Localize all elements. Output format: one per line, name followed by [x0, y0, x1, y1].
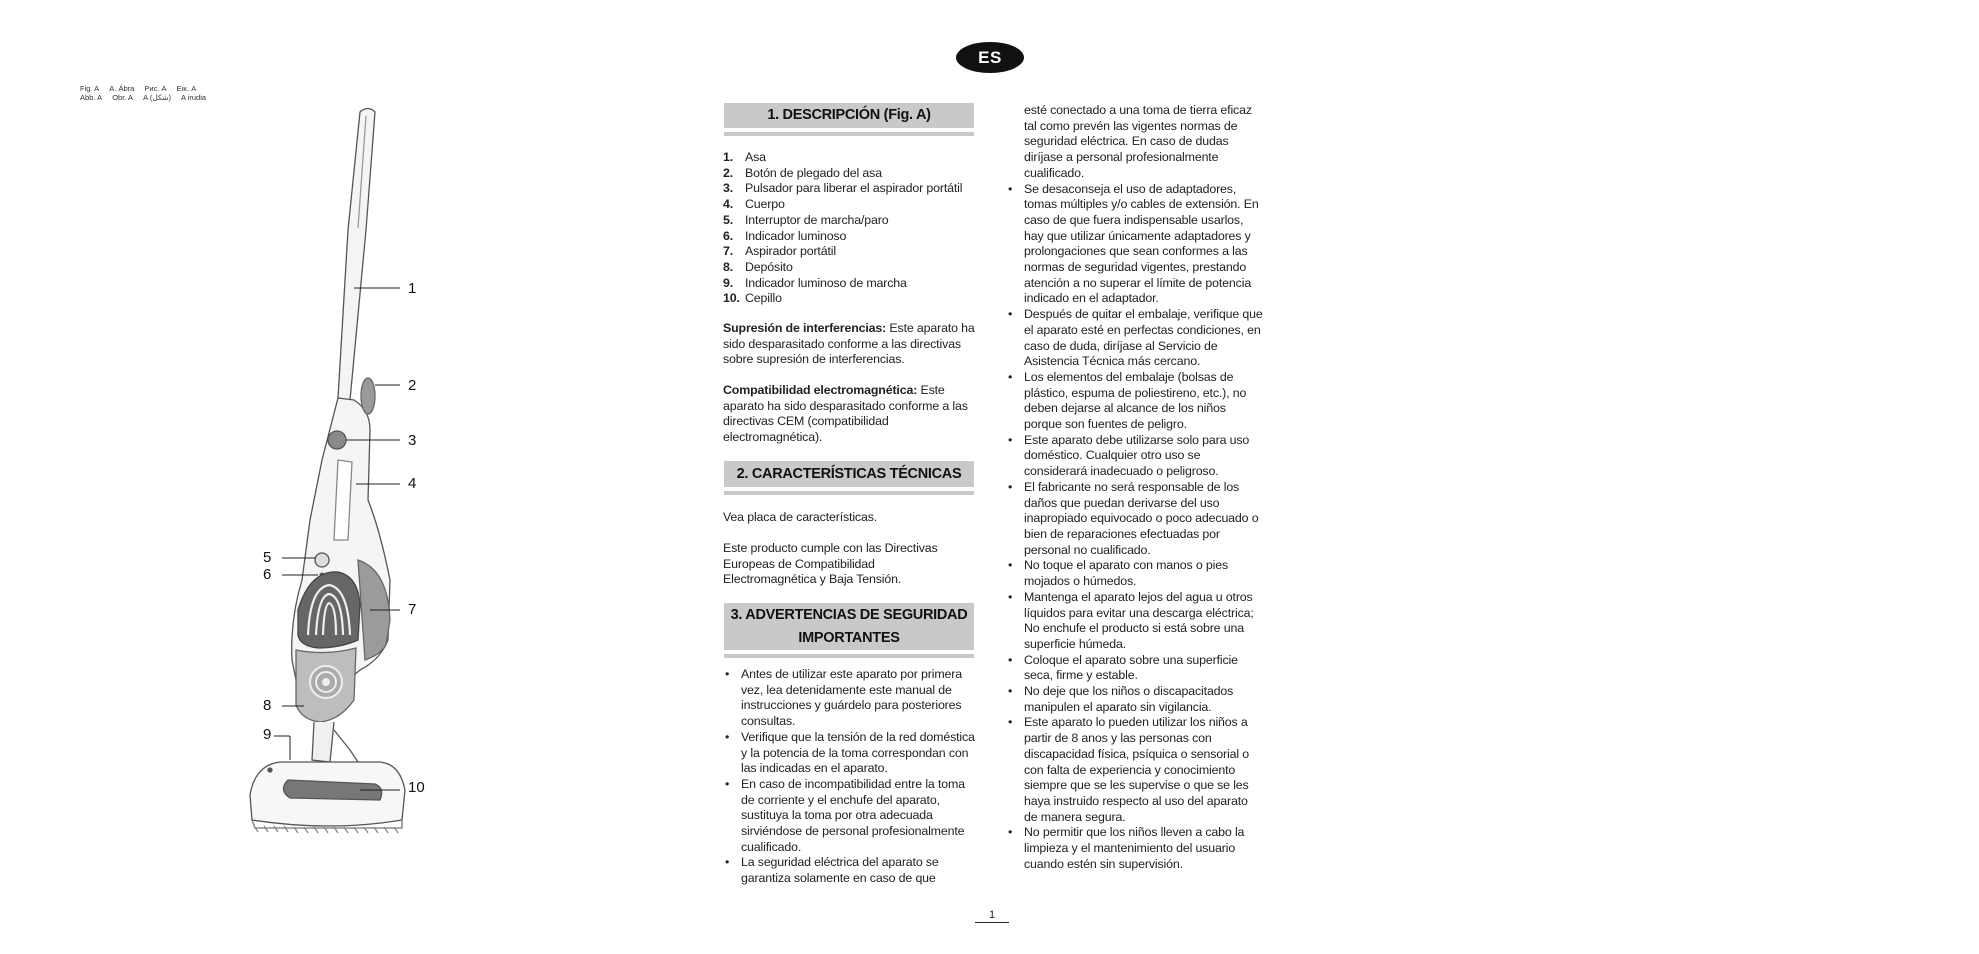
- list-item: • Después de quitar el embalaje, verifique que el aparato esté en perfectas condiciones, en caso de duda, diríjase al Servicio de Asistencia Técnica más cercano.: [1006, 307, 1264, 370]
- interference-paragraph: [723, 321, 985, 368]
- safety-list-column-2: [1006, 103, 1264, 872]
- release-button-shape: [328, 431, 346, 449]
- section-3-title: [724, 603, 974, 654]
- list-item: 9. Indicador luminoso de marcha: [723, 275, 907, 290]
- fold-button-shape: [361, 378, 375, 414]
- list-item: 6. Indicador luminoso: [723, 228, 847, 243]
- list-item: • La seguridad eléctrica del aparato se garantiza solamente en caso de que: [723, 855, 978, 886]
- figure-label-6: 6: [263, 566, 272, 583]
- figure-label-9: 9: [263, 726, 272, 743]
- section-3-title-line2: IMPORTANTES: [798, 630, 900, 646]
- figure-caption-de: Abb. A: [80, 93, 103, 102]
- figure-label-3: 3: [408, 432, 417, 449]
- safety-list-column-1: [723, 667, 978, 887]
- list-item: • No deje que los niños o discapacitados manipulen el aparato sin vigilancia.: [1006, 684, 1264, 715]
- list-item: • Verifique que la tensión de la red doméstica y la potencia de la toma correspondan con las indicadas en el aparato.: [723, 730, 978, 777]
- list-item: • Los elementos del embalaje (bolsas de plástico, espuma de poliestireno, etc.), no deben dejarse al alcance de los niños porque son fuentes de peligro.: [1006, 370, 1264, 433]
- emc-label: Compatibilidad electromagnética:: [723, 383, 918, 397]
- vacuum-cleaner-illustration: [230, 100, 450, 860]
- language-badge: ES: [956, 42, 1024, 73]
- figure-label-10: 10: [408, 779, 425, 796]
- figure-caption-hu: A. Ábra: [109, 84, 135, 93]
- list-item: • Coloque el aparato sobre una superficie seca, firme y estable.: [1006, 653, 1264, 684]
- list-item: 1. Asa: [723, 150, 766, 164]
- list-item: • Este aparato lo pueden utilizar los niños a partir de 8 anos y las personas con discapacidad física, psíquica o sensorial o con falta de experiencia y conocimiento siempre que se les supervise o que se les haya instruido respecto al uso del aparato de manera segura.: [1006, 715, 1264, 825]
- figure-label-5: 5: [263, 549, 272, 566]
- figure-label-4: 4: [408, 475, 417, 492]
- handle-shape: [338, 109, 375, 401]
- list-item: • Antes de utilizar este aparato por primera vez, lea detenidamente este manual de instrucciones y guárdelo para posteriores consultas.: [723, 667, 978, 730]
- parts-list: [723, 150, 962, 307]
- figure-caption: [80, 84, 214, 102]
- list-item: 2. Botón de plegado del asa: [723, 165, 882, 180]
- section-1-title: 1. DESCRIPCIÓN (Fig. A): [724, 103, 974, 132]
- power-switch-shape: [315, 553, 329, 567]
- figure-caption-ar: A (شكل): [143, 93, 171, 102]
- list-item: 10. Cepillo: [723, 291, 782, 306]
- figure-label-8: 8: [263, 697, 272, 714]
- list-item: • En caso de incompatibilidad entre la toma de corriente y el enchufe del aparato, sustituya la toma por otra adecuada sirviéndose de personal profesionalmente cualificado.: [723, 777, 978, 856]
- rating-plate-paragraph: Vea placa de características.: [723, 510, 878, 524]
- list-item: • Se desaconseja el uso de adaptadores, tomas múltiples y/o cables de extensión. En caso de que fuera indispensable usarlos, hay que utilizar únicamente adaptadores y prolongaciones que sean conformes a las normas de seguridad vigentes, prestando atención a no superar el límite de potencia indicado en el adaptador.: [1006, 182, 1264, 308]
- figure-caption-cz: Obr. A: [112, 93, 134, 102]
- list-item: • No permitir que los niños lleven a cabo la limpieza y el mantenimiento del usuario cuando estén sin supervisión.: [1006, 825, 1264, 872]
- figure-caption-eu: A irudia: [181, 93, 207, 102]
- figure-caption-gr: Εικ. A: [176, 84, 197, 93]
- interference-text: Este aparato ha sido desparasitado conforme a las directivas sobre supresión de interferencias.: [723, 321, 975, 367]
- figure-label-1: 1: [408, 280, 417, 297]
- list-item: 8. Depósito: [723, 259, 793, 274]
- compliance-paragraph: Este producto cumple con las Directivas Europeas de Compatibilidad Electromagnética y Baja Tensión.: [723, 541, 938, 587]
- interference-label: Supresión de interferencias:: [723, 321, 887, 335]
- section-2-title: 2. CARACTERÍSTICAS TÉCNICAS: [724, 461, 974, 491]
- list-item: 4. Cuerpo: [723, 197, 785, 212]
- list-item: 3. Pulsador para liberar el aspirador portátil: [723, 181, 963, 196]
- list-item: 5. Interruptor de marcha/paro: [723, 212, 889, 227]
- list-item: • El fabricante no será responsable de los daños que puedan derivarse del uso inapropiado equivocado o poco adecuado o bien de reparaciones efectuadas por personal no cualificado.: [1006, 480, 1264, 559]
- figure-caption-es: Fig. A: [80, 84, 100, 93]
- emc-text: Este aparato ha sido desparasitado conforme a las directivas CEM (compatibilidad electromagnética).: [723, 383, 968, 445]
- emc-paragraph: [723, 383, 985, 446]
- figure-caption-ru: Рис. A: [144, 84, 167, 93]
- list-item: 7. Aspirador portátil: [723, 244, 836, 259]
- section-3-title-line1: 3. ADVERTENCIAS DE SEGURIDAD: [730, 607, 968, 623]
- figure-label-2: 2: [408, 377, 417, 394]
- list-item: • Este aparato debe utilizarse solo para uso doméstico. Cualquier otro uso se considerará inadecuado o peligroso.: [1006, 433, 1264, 480]
- list-item: • Mantenga el aparato lejos del agua u otros líquidos para evitar una descarga eléctrica; No enchufe el producto si está sobre una superficie húmeda.: [1006, 590, 1264, 653]
- page-number: 1: [975, 908, 1009, 923]
- list-item-continuation: esté conectado a una toma de tierra eficaz tal como prevén las vigentes normas de seguridad eléctrica. En caso de dudas diríjase a personal profesionalmente cualificado.: [1024, 103, 1252, 180]
- figure-label-7: 7: [408, 601, 417, 618]
- list-item: • No toque el aparato con manos o pies mojados o húmedos.: [1006, 558, 1264, 589]
